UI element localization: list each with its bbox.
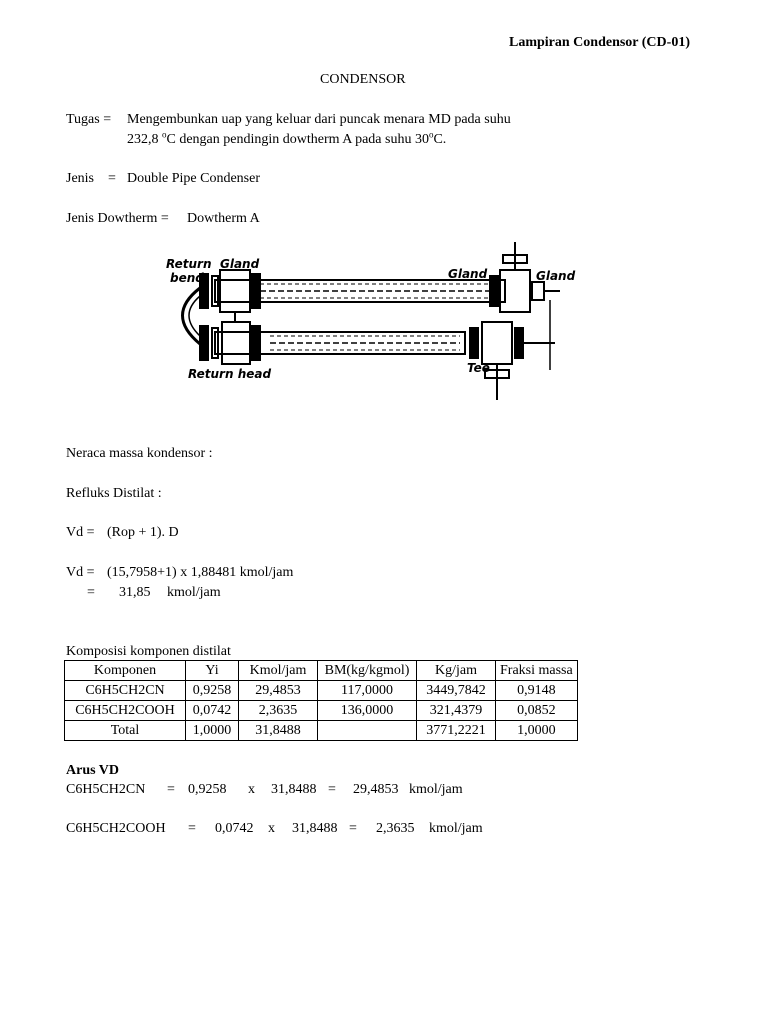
cell: 2,3635 — [239, 701, 318, 721]
arus-line2-eq: = — [188, 821, 196, 836]
cell: C6H5CH2CN — [65, 681, 186, 701]
tugas-line2: 232,8 $^o$C dengan pendingin dowtherm A pada suhu 30$^o$C. — [127, 129, 447, 147]
cell — [318, 721, 417, 741]
eq1-lhs: Vd = — [66, 525, 95, 540]
cell: 0,0742 — [186, 701, 239, 721]
jenis-dowtherm-label: Jenis Dowtherm = — [66, 211, 169, 226]
eq3-unit: kmol/jam — [167, 585, 221, 600]
arus-line2-unit: kmol/jam — [429, 821, 483, 836]
arus-line2-x: x — [268, 821, 275, 836]
arus-line2-yi: 0,0742 — [215, 821, 254, 836]
col-yi: Yi — [186, 661, 239, 681]
jenis-dowtherm-value: Dowtherm A — [187, 211, 260, 226]
col-fraksi: Fraksi massa — [496, 661, 578, 681]
cell: 321,4379 — [417, 701, 496, 721]
cell: 29,4853 — [239, 681, 318, 701]
refluks-heading: Refluks Distilat : — [66, 486, 162, 501]
arus-line1-total: 31,8488 — [271, 782, 317, 797]
arus-line1-result: 29,4853 — [353, 782, 399, 797]
col-kg: Kg/jam — [417, 661, 496, 681]
arus-line2-comp: C6H5CH2COOH — [66, 821, 166, 836]
page-title: CONDENSOR — [320, 72, 406, 87]
table-row — [65, 681, 578, 701]
eq2-lhs: Vd = — [66, 565, 95, 580]
label-return-head: Return head — [188, 367, 272, 381]
tugas-label: Tugas = — [66, 112, 112, 127]
cell: 0,9258 — [186, 681, 239, 701]
table-caption: Komposisi komponen distilat — [66, 644, 231, 659]
neraca-heading: Neraca massa kondensor : — [66, 446, 213, 461]
arus-line1-eq: = — [167, 782, 175, 797]
cell: Total — [65, 721, 186, 741]
cell: 1,0000 — [186, 721, 239, 741]
tugas-line1: Mengembunkan uap yang keluar dari puncak menara MD pada suhu — [127, 112, 511, 127]
arus-line1-x: x — [248, 782, 255, 797]
arus-line2-total: 31,8488 — [292, 821, 338, 836]
label-return: Return — [166, 257, 212, 271]
cell: 31,8488 — [239, 721, 318, 741]
eq3-eq: = — [87, 585, 95, 600]
label-tee: Tee — [467, 361, 490, 375]
eq3-value: 31,85 — [119, 585, 151, 600]
cell: 117,0000 — [318, 681, 417, 701]
arus-line2-eq2: = — [349, 821, 357, 836]
jenis-value: Double Pipe Condenser — [127, 171, 260, 186]
cell: 3771,2221 — [417, 721, 496, 741]
arus-line1-eq2: = — [328, 782, 336, 797]
jenis-label: Jenis — [66, 171, 94, 186]
cell: 0,0852 — [496, 701, 578, 721]
cell: 0,9148 — [496, 681, 578, 701]
cell: C6H5CH2COOH — [65, 701, 186, 721]
table-row — [65, 701, 578, 721]
eq1-rhs: (Rop + 1). D — [107, 525, 179, 540]
eq2-rhs: (15,7958+1) x 1,88481 kmol/jam — [107, 565, 294, 580]
col-kmol: Kmol/jam — [239, 661, 318, 681]
composition-table — [64, 660, 578, 741]
appendix-title: Lampiran Condensor (CD-01) — [509, 35, 690, 50]
cell: 3449,7842 — [417, 681, 496, 701]
cell: 1,0000 — [496, 721, 578, 741]
arus-line1-unit: kmol/jam — [409, 782, 463, 797]
table-header-row — [65, 661, 578, 681]
label-gland-right-a: Gland — [448, 267, 488, 281]
arus-line1-comp: C6H5CH2CN — [66, 782, 146, 797]
arus-line2-result: 2,3635 — [376, 821, 415, 836]
label-gland-right-b: Gland — [536, 269, 576, 283]
table-row-total — [65, 721, 578, 741]
col-komponen: Komponen — [65, 661, 186, 681]
jenis-eq: = — [108, 171, 116, 186]
arus-line1-yi: 0,9258 — [188, 782, 227, 797]
label-gland-left: Gland — [220, 257, 260, 271]
arus-title: Arus VD — [66, 763, 120, 778]
col-bm: BM(kg/kgmol) — [318, 661, 417, 681]
return-bend — [183, 288, 201, 344]
double-pipe-condenser-diagram — [160, 240, 580, 410]
label-bend: bend — [170, 271, 204, 285]
cell: 136,0000 — [318, 701, 417, 721]
